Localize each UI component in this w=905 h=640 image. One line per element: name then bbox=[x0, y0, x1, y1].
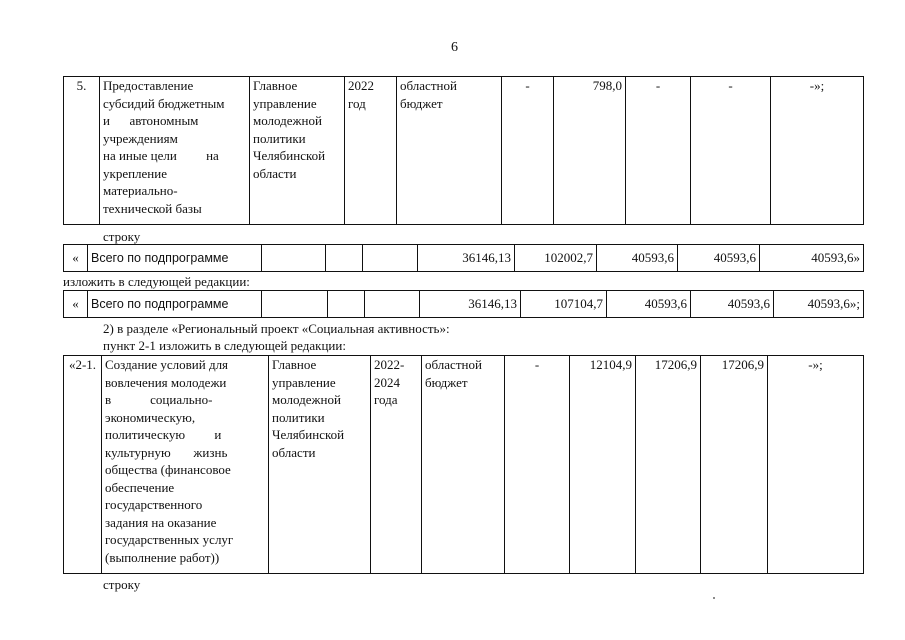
table-item-5 bbox=[63, 76, 864, 225]
total-label: Всего по подпрограмме bbox=[88, 291, 262, 318]
item-value-4: - bbox=[691, 77, 771, 225]
item-number: 5. bbox=[64, 77, 100, 225]
empty-cell bbox=[365, 291, 420, 318]
item-value-2: 12104,9 bbox=[570, 356, 636, 574]
scan-speck bbox=[713, 597, 715, 599]
empty-cell bbox=[262, 291, 328, 318]
total-label: Всего по подпрограмме bbox=[88, 245, 262, 272]
item-executor: Главное управление молодежной политики Челябинской области bbox=[269, 356, 371, 574]
item-funding-source: областной бюджет bbox=[422, 356, 505, 574]
empty-cell bbox=[328, 291, 365, 318]
quote-mark: « bbox=[64, 291, 88, 318]
paragraph-section: 2) в разделе «Региональный проект «Социальная активность»: bbox=[103, 321, 450, 336]
item-executor: Главное управление молодежной политики Челябинской области bbox=[250, 77, 345, 225]
item-year: 2022- 2024 года bbox=[371, 356, 422, 574]
item-name: Предоставление субсидий бюджетным и автономным учреждениям на иные цели на укрепление материально- технической базы bbox=[100, 77, 250, 225]
total-value-5: 40593,6» bbox=[760, 245, 864, 272]
paragraph-point: пункт 2-1 изложить в следующей редакции: bbox=[103, 338, 346, 353]
total-value-3: 40593,6 bbox=[597, 245, 678, 272]
total-value-2: 107104,7 bbox=[521, 291, 607, 318]
label-stroku-2: строку bbox=[103, 577, 141, 592]
table-total-new bbox=[63, 290, 864, 318]
total-value-1: 36146,13 bbox=[420, 291, 521, 318]
item-value-3: 17206,9 bbox=[636, 356, 701, 574]
total-value-4: 40593,6 bbox=[678, 245, 760, 272]
total-value-4: 40593,6 bbox=[691, 291, 774, 318]
item-funding-source: областной бюджет bbox=[397, 77, 502, 225]
item-value-1: - bbox=[505, 356, 570, 574]
total-value-2: 102002,7 bbox=[515, 245, 597, 272]
total-value-1: 36146,13 bbox=[418, 245, 515, 272]
item-value-5: -»; bbox=[771, 77, 864, 225]
item-value-2: 798,0 bbox=[554, 77, 626, 225]
table-item-2-1 bbox=[63, 355, 864, 574]
item-value-1: - bbox=[502, 77, 554, 225]
empty-cell bbox=[363, 245, 418, 272]
item-value-4: 17206,9 bbox=[701, 356, 768, 574]
item-name: Создание условий для вовлечения молодежи в социально- экономическую, политическую и культурную жизнь общества (финансовое обеспечение государственного задания на оказание государственных услуг (выполнение работ)) bbox=[102, 356, 269, 574]
item-number: «2-1. bbox=[64, 356, 102, 574]
table-total-old bbox=[63, 244, 864, 272]
label-replace: изложить в следующей редакции: bbox=[63, 274, 250, 289]
item-value-5: -»; bbox=[768, 356, 864, 574]
empty-cell bbox=[326, 245, 363, 272]
page-number: 6 bbox=[451, 40, 458, 55]
total-value-3: 40593,6 bbox=[607, 291, 691, 318]
total-value-5: 40593,6»; bbox=[774, 291, 864, 318]
item-value-3: - bbox=[626, 77, 691, 225]
item-year: 2022 год bbox=[345, 77, 397, 225]
quote-mark: « bbox=[64, 245, 88, 272]
label-stroku-1: строку bbox=[103, 229, 141, 244]
empty-cell bbox=[262, 245, 326, 272]
